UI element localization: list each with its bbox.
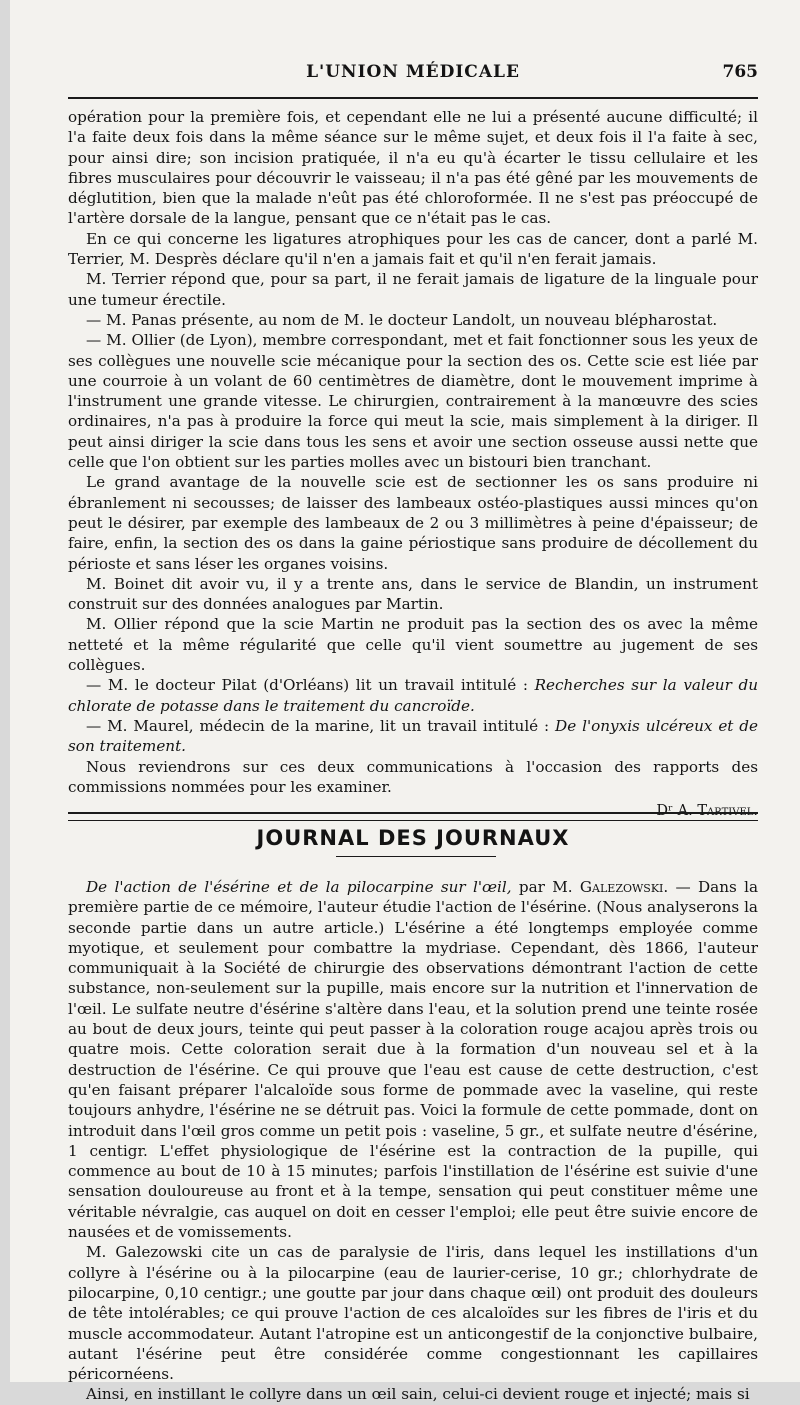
running-head [68,62,758,88]
society-report [68,107,758,821]
work-title: Recherches sur la valeur du chlorate de potasse dans le traitement du cancroïde. [68,676,758,715]
running-title: L'UNION MÉDICALE [306,62,520,82]
article-title: De l'action de l'ésérine et de la pilocarpine sur l'œil, [86,878,512,896]
work-title: De l'onyxis ulcéreux et de son traitement. [68,716,758,756]
section-heading: JOURNAL DES JOURNAUX [256,826,570,850]
paragraph: Le grand avantage de la nouvelle scie est de sectionner les os sans produire ni ébranlement ni secousses; de laisser des lambeaux ostéo-plastiques aussi minces qu'on peut le désirer, par exemple des lambeaux de 2 ou 3 millimètres à peine d'épaisseur; de faire, enfin, la section des os dans la gaine périostique sans produire de décollement du périoste et sans léser les organes voisins. [68,473,758,573]
paragraph: En ce qui concerne les ligatures atrophiques pour les cas de cancer, dont a parlé M. Terrier, M. Desprès déclare qu'il n'en a jamais fait et qu'il n'en ferait jamais. [68,229,758,269]
paragraph: M. Terrier répond que, pour sa part, il ne ferait jamais de ligature de la linguale pour une tumeur érectile. [68,270,758,309]
signature-prefix: Dʳ A. [656,803,698,820]
paragraph: — M. Ollier (de Lyon), membre correspondant, met et fait fonctionner sous les yeux de ses collègues une nouvelle scie mécanique pour la section des os. Cette scie est liée par une courroie à un volant de 60 centimètres de diamètre, dont le mouvement imprime à l'instrument une grande vitesse. Le chirurgien, contrairement à la manœuvre des scies ordinaires, n'a pas à produire la force qui meut la scie, mais simplement à la diriger. Il peut ainsi diriger la scie dans tous les sens et avoir une section osseuse aussi nette que celle que l'on obtient sur les parties molles avec un bistouri bien tranchant. [68,331,758,472]
page [10,0,800,1404]
paragraph: Ainsi, en instillant le collyre dans un œil sain, celui-ci devient rouge et injecté; mais si [86,1385,750,1404]
paragraph: M. Ollier répond que la scie Martin ne produit pas la section des os avec la même netteté et la même régularité que celle qu'il vient soumettre au jugement de ses collègues. [68,615,758,675]
paragraph: M. Galezowski cite un cas de paralysie de l'iris, dans lequel les instillations d'un collyre à l'ésérine ou à la pilocarpine (eau de laurier-cerise, 10 gr.; chlorhydrate de pilocarpine, 0,10 centigr.; une goutte par jour dans chaque œil) ont produit des douleurs de tête intolérables; ce qui prouve l'action de ces alcaloïdes sur les fibres de l'iris et du muscle accommodateur. Autant l'atropine est un anticongestif de la conjonctive bulbaire, autant l'ésérine peut être considérée comme congestionnant les capillaires péricornéens. [68,1243,758,1384]
heading-underline [336,856,496,857]
paragraph-text: — M. Maurel, médecin de la marine, lit un travail intitulé : [86,716,556,735]
header-rule [68,97,758,99]
paragraph [68,716,758,757]
paragraph [68,877,758,1242]
paragraph: M. Boinet dit avoir vu, il y a trente ans, dans le service de Blandin, un instrument construit sur des données analogues par Martin. [68,574,758,614]
paragraph [68,675,758,716]
paragraph: — M. Panas présente, au nom de M. le docteur Landolt, un nouveau blépharostat. [86,310,718,329]
author-prefix: par M. [511,878,580,896]
page-number: 765 [722,62,758,82]
paragraph: Nous reviendrons sur ces deux communications à l'occasion des rapports des commissions nommées pour les examiner. [68,757,758,796]
section-divider [68,812,758,821]
paragraph-text: — Dans la première partie de ce mémoire, l'auteur étudie l'action de l'ésérine. (Nous analyserons la seconde partie dans un autre article.) L'ésérine a été longtemps employée comme myotique, et seulement pour combattre la mydriase. Cependant, dès 1866, l'auteur communiquait à la Société de chirurgie des observations démontrant l'action de cette substance, non-seulement sur la pupille, mais encore sur la nutrition et l'innervation de l'œil. Le sulfate neutre d'ésérine s'altère dans l'eau, et la solution prend une teinte rosée au bout de deux jours, teinte qui peut passer à la coloration rouge acajou après trois ou quatre mois. Cette coloration serait due à la formation d'un nouveau sel et à la destruction de l'ésérine. Ce qui prouve que l'eau est cause de cette destruction, c'est qu'en faisant préparer l'alcaloïde sous forme de pommade avec la vaseline, qui reste toujours anhydre, l'ésérine ne se détruit pas. Voici la formule de cette pommade, dont on introduit dans l'œil gros comme un petit pois : vaseline, 5 gr., et sulfate neutre d'ésérine, 1 centigr. L'effet physiologique de l'ésérine est la contraction de la pupille, qui commence au bout de 10 à 15 minutes; parfois l'instillation de l'ésérine est suivie d'une sensation douloureuse au front et à la tempe, sensation qui peut constituer même une véritable névralgie, cas auquel on doit en cesser l'emploi; elle peut être suivie encore de nausées et de vomissements. [68,878,759,1242]
author-name: Galezowski. [579,878,669,896]
journal-review [68,877,758,1405]
signature-name: Tartivel. [697,803,758,820]
paragraph-text: — M. le docteur Pilat (d'Orléans) lit un travail intitulé : [86,676,535,695]
paragraph: opération pour la première fois, et cependant elle ne lui a présenté aucune difficulté; il l'a faite deux fois dans la même séance sur le même sujet, et deux fois il l'a faite à sec, pour ainsi dire; son incision pratiquée, il n'a eu qu'à écarter le tissu cellulaire et les fibres musculaires pour découvrir le vaisseau; il n'a pas été gêné par les mouvements de déglutition, bien que la malade n'eût pas été chloroformée. Il ne s'est pas préoccupé de l'artère dorsale de la langue, pensant que ce n'était pas le cas. [68,108,758,228]
